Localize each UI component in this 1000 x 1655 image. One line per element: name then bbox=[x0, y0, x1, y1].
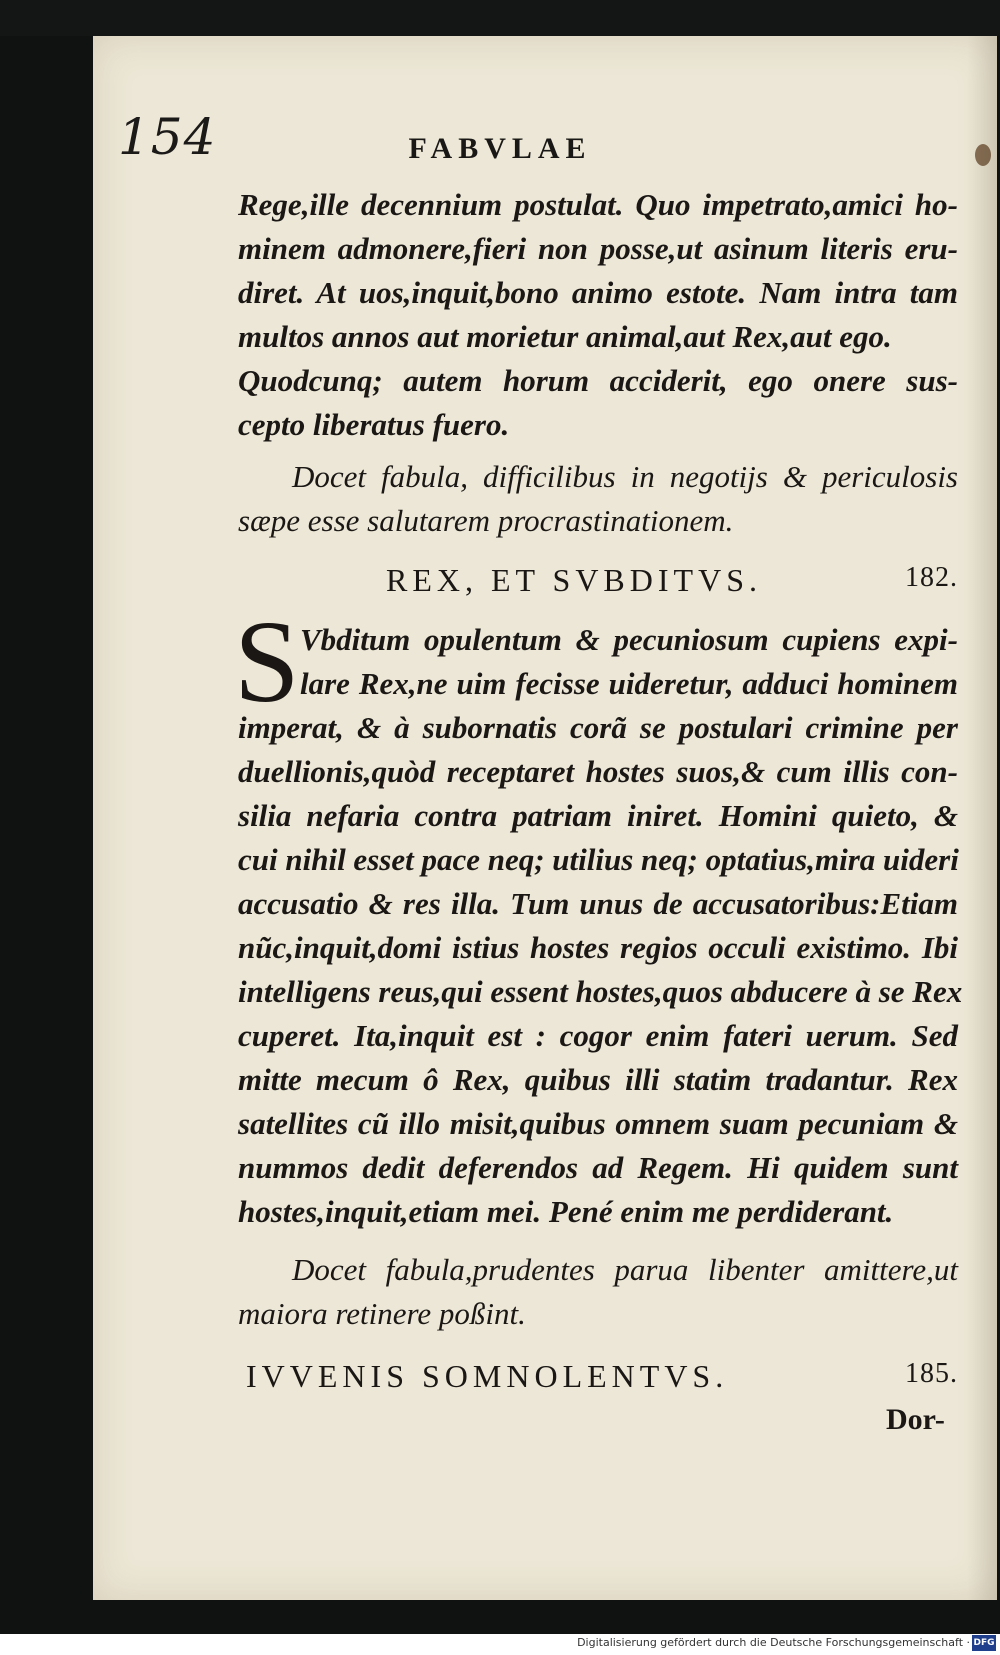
text-line: intelligens reus,qui essent hostes,quos abducere à se Rex bbox=[238, 974, 963, 1009]
text-line: mitte mecum ô Rex, quibus illi statim tradantur. Rex bbox=[238, 1062, 958, 1097]
page-number: 154 bbox=[118, 108, 217, 166]
moral-line: Docet fabula, difficilibus in negotijs & periculosis bbox=[292, 459, 958, 494]
text-line: Quodcunq; autem horum acciderit, ego onere sus- bbox=[238, 363, 958, 398]
fable-heading bbox=[238, 1358, 958, 1395]
moral-line: sæpe esse salutarem procrastinationem. bbox=[238, 503, 734, 538]
moral-line: Docet fabula,prudentes parua libenter amittere,ut bbox=[292, 1252, 958, 1287]
fable-number: 185. bbox=[905, 1358, 958, 1389]
text-line: cepto liberatus fuero. bbox=[238, 407, 510, 442]
text-line: duellionis,quòd receptaret hostes suos,& cum illis con- bbox=[238, 754, 958, 789]
dfg-logo-icon: DFG bbox=[972, 1635, 996, 1651]
text-line: silia nefaria contra patriam iniret. Homini quieto, & bbox=[238, 798, 958, 833]
text-line: nũc,inquit,domi istius hostes regios occuli existimo. Ibi bbox=[238, 930, 958, 965]
text-line: satellites cũ illo misit,quibus omnem suam pecuniam & bbox=[238, 1106, 958, 1141]
text-line: cuperet. Ita,inquit est : cogor enim fateri uerum. Sed bbox=[238, 1018, 958, 1053]
text-line: diret. At uos,inquit,bono animo estote. Nam intra tam bbox=[238, 275, 958, 310]
text-line: nummos dedit deferendos ad Regem. Hi quidem sunt bbox=[238, 1150, 958, 1185]
fable-title: IVVENIS SOMNOLENTVS. bbox=[246, 1358, 729, 1394]
running-head: FABVLAE bbox=[408, 132, 592, 165]
moral-line: maiora retinere poßint. bbox=[238, 1296, 526, 1331]
scan-border bbox=[0, 0, 1000, 36]
catchword: Dor- bbox=[886, 1403, 945, 1436]
text-line: cui nihil esset pace neq; utilius neq; optatius,mira uideri bbox=[238, 842, 959, 877]
fable-number: 182. bbox=[905, 562, 958, 593]
drop-cap: S bbox=[234, 596, 300, 727]
footer bbox=[0, 1634, 1000, 1655]
text-line: accusatio & res illa. Tum unus de accusatoribus:Etiam bbox=[238, 886, 958, 921]
fable-title: REX, ET SVBDITVS. bbox=[386, 562, 762, 598]
text-line: multos annos aut morietur animal,aut Rex,aut ego. bbox=[238, 319, 892, 354]
footer-credit: Digitalisierung gefördert durch die Deutsche Forschungsgemeinschaft · bbox=[577, 1636, 970, 1649]
text-line: hostes,inquit,etiam mei. Pené enim me perdiderant. bbox=[238, 1194, 894, 1229]
fable-heading bbox=[238, 562, 958, 599]
text-line: Rege,ille decennium postulat. Quo impetrato,amici ho- bbox=[238, 187, 958, 222]
text-line: imperat, & à subornatis corã se postulari crimine per bbox=[238, 710, 958, 745]
text-line: lare Rex,ne uim fecisse uideretur, adduci hominem bbox=[300, 666, 958, 701]
text-line: Vbditum opulentum & pecuniosum cupiens expi- bbox=[300, 622, 958, 657]
text-line: minem admonere,fieri non posse,ut asinum literis eru- bbox=[238, 231, 958, 266]
